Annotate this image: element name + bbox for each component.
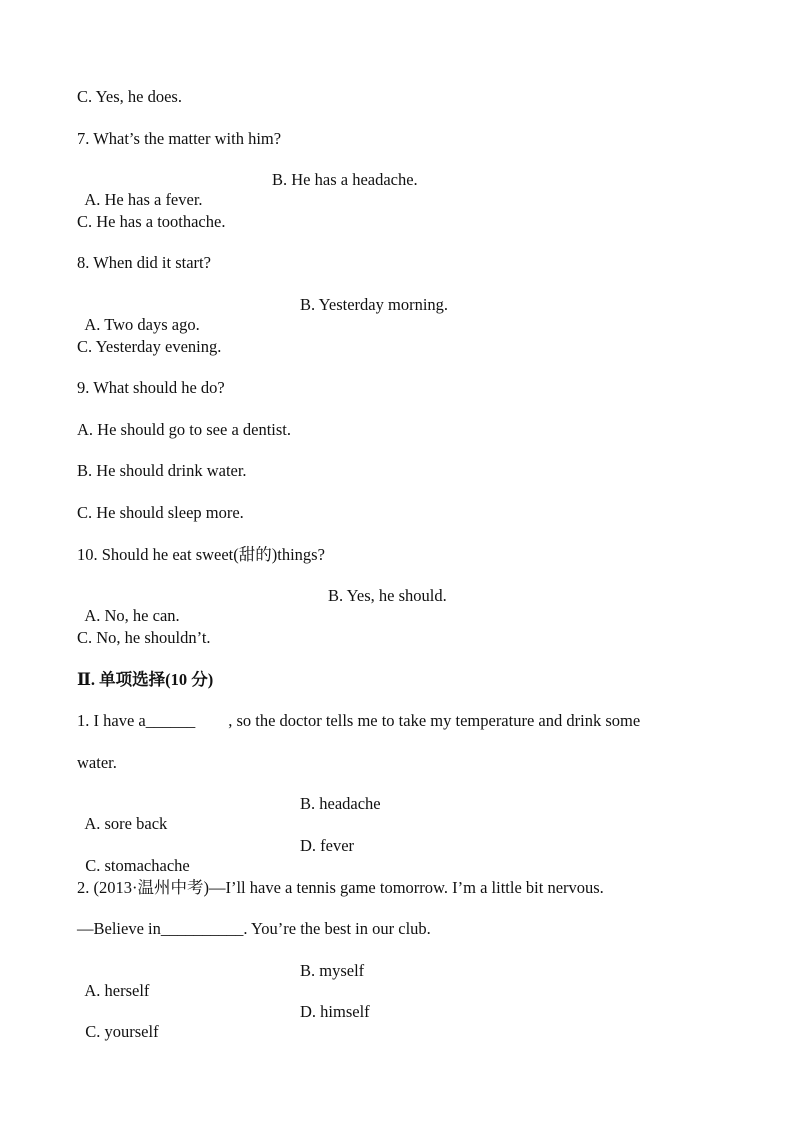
q8-option-a: A. Two days ago. bbox=[84, 315, 200, 334]
s2-q1-option-b: B. headache bbox=[300, 794, 381, 813]
s2-q2-question-line-2: —Believe in__________. You’re the best in our club. bbox=[77, 919, 431, 938]
q6-option-c: C. Yes, he does. bbox=[77, 87, 182, 106]
q9-option-c: C. He should sleep more. bbox=[77, 503, 244, 522]
s2-q2-option-c: C. yourself bbox=[85, 1022, 159, 1041]
s2-q2-option-b: B. myself bbox=[300, 961, 365, 980]
s2-q2-question-line-1: 2. (2013·温州中考)—I’ll have a tennis game tomorrow. I’m a little bit nervous. bbox=[77, 878, 604, 897]
q10-question: 10. Should he eat sweet(甜的)things? bbox=[77, 545, 325, 564]
section-2-title: Ⅱ. 单项选择(10 分) bbox=[77, 670, 214, 689]
q7-option-c: C. He has a toothache. bbox=[77, 212, 226, 231]
q8-option-c: C. Yesterday evening. bbox=[77, 337, 222, 356]
q10-option-c: C. No, he shouldn’t. bbox=[77, 628, 211, 647]
s2-q2-option-a: A. herself bbox=[84, 981, 150, 1000]
s2-q1-question-line-1: 1. I have a______ , so the doctor tells me to take my temperature and drink some bbox=[77, 711, 641, 730]
q9-option-b: B. He should drink water. bbox=[77, 461, 247, 480]
q10-option-a: A. No, he can. bbox=[84, 606, 180, 625]
q10-option-b: B. Yes, he should. bbox=[328, 586, 447, 605]
s2-q1-option-d: D. fever bbox=[300, 836, 355, 855]
s2-q2-options-row-2 bbox=[77, 1002, 370, 1062]
q9-question: 9. What should he do? bbox=[77, 378, 225, 397]
s2-q1-question-line-2: water. bbox=[77, 753, 117, 772]
s2-q1-option-a: A. sore back bbox=[84, 814, 168, 833]
q7-question: 7. What’s the matter with him? bbox=[77, 129, 282, 148]
q8-option-b: B. Yesterday morning. bbox=[300, 295, 449, 314]
q7-option-a: A. He has a fever. bbox=[84, 190, 203, 209]
q9-option-a: A. He should go to see a dentist. bbox=[77, 420, 292, 439]
q7-option-b: B. He has a headache. bbox=[272, 170, 418, 189]
q8-question: 8. When did it start? bbox=[77, 253, 211, 272]
s2-q1-option-c: C. stomachache bbox=[85, 856, 190, 875]
s2-q2-option-d: D. himself bbox=[300, 1002, 370, 1021]
